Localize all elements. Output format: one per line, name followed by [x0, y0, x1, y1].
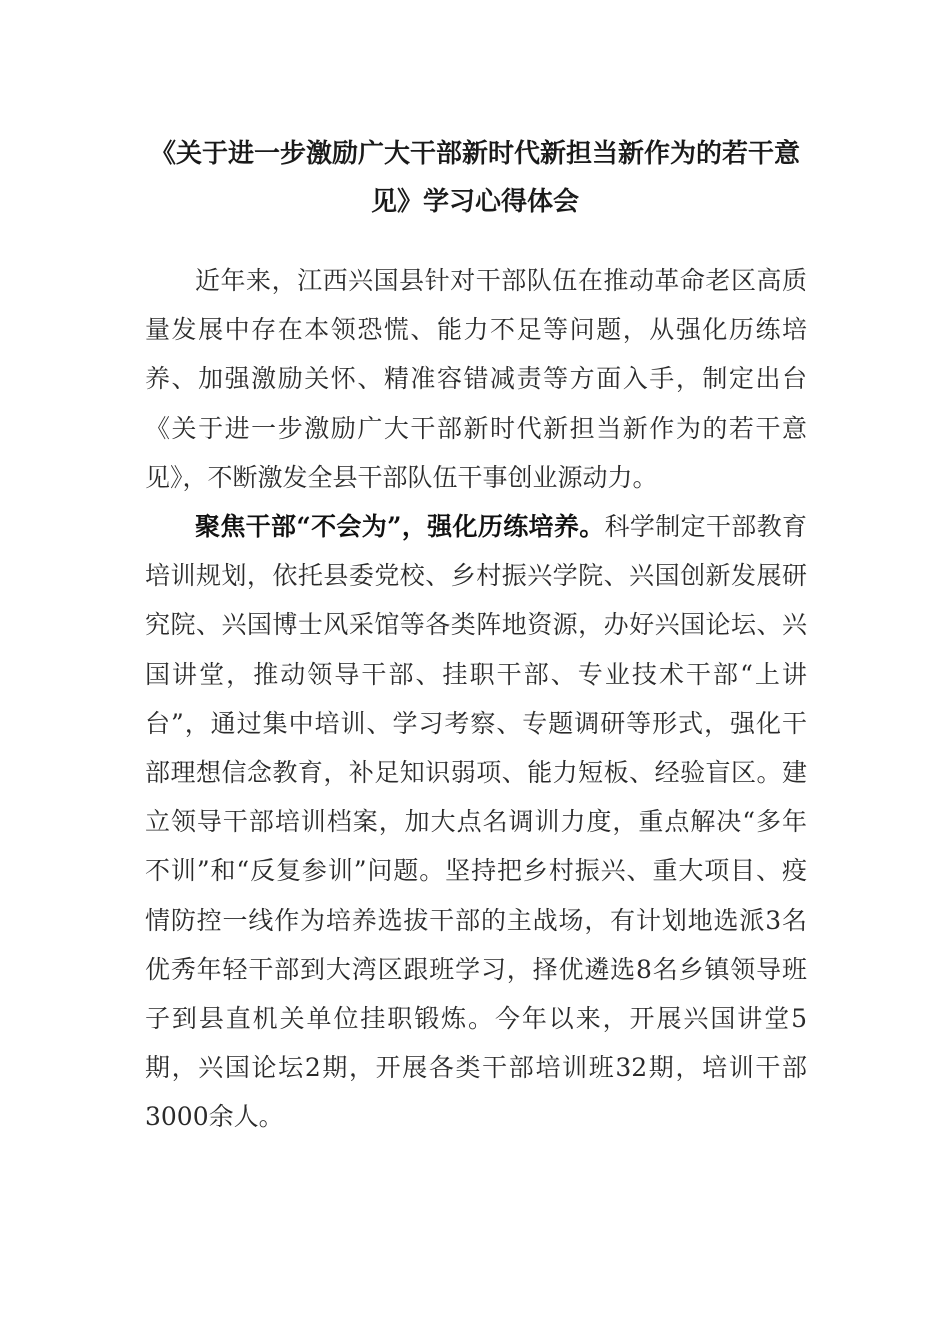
paragraph-training: [145, 502, 807, 1142]
paragraph-training-text: 科学制定干部教育培训规划，依托县委党校、乡村振兴学院、兴国创新发展研究院、兴国博士风采馆等各类阵地资源，办好兴国论坛、兴国讲堂，推动领导干部、挂职干部、专业技术干部“上讲台”，通过集中培训、学习考察、专题调研等形式，强化干部理想信念教育，补足知识弱项、能力短板、经验盲区。建立领导干部培训档案，加大点名调训力度，重点解决“多年不训”和“反复参训”问题。坚持把乡村振兴、重大项目、疫情防控一线作为培养选拔干部的主战场，有计划地选派3名优秀年轻干部到大湾区跟班学习，择优遴选8名乡镇领导班子到县直机关单位挂职锻炼。今年以来，开展兴国讲堂5期，兴国论坛2期，开展各类干部培训班32期，培训干部3000余人。: [145, 512, 807, 1132]
paragraph-intro: [145, 256, 807, 502]
document-title: 《关于进一步激励广大干部新时代新担当新作为的若干意见》学习心得体会: [149, 139, 800, 217]
document-body: [145, 256, 807, 1142]
paragraph-intro-text: 近年来，江西兴国县针对干部队伍在推动革命老区高质量发展中存在本领恐慌、能力不足等问题，从强化历练培养、加强激励关怀、精准容错减责等方面入手，制定出台《关于进一步激励广大干部新时代新担当新作为的若干意见》，不断激发全县干部队伍干事创业源动力。: [145, 266, 807, 492]
paragraph-training-heading: 聚焦干部“不会为”，强化历练培养。: [195, 512, 605, 542]
